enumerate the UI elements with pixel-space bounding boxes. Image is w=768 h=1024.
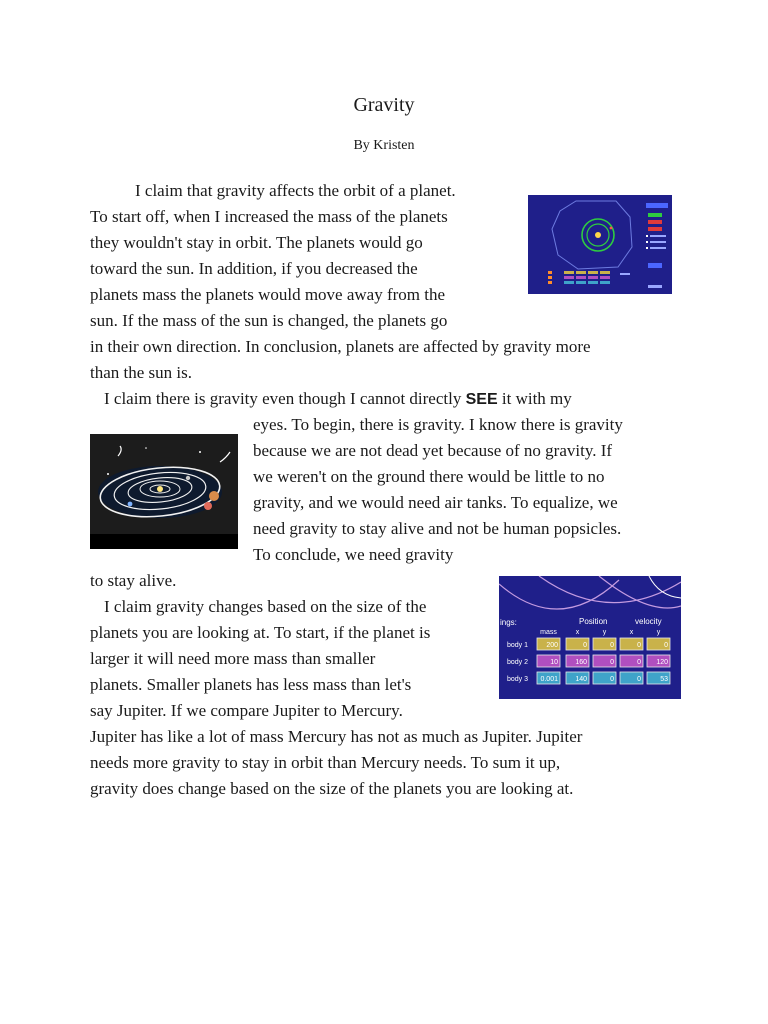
text-line: need gravity to stay alive and not be human popsicles. — [253, 519, 622, 538]
text-line: planets. Smaller planets has less mass than let's — [90, 675, 412, 694]
velocity-label: velocity — [635, 617, 662, 626]
table-cell-value: 0 — [637, 642, 641, 649]
text-line: we weren't on the ground there would be little to no — [253, 467, 605, 486]
table-column-header: y — [656, 629, 661, 636]
table-cell-value: 53 — [660, 676, 668, 683]
text-line — [104, 386, 572, 413]
text-line: in their own direction. In conclusion, planets are affected by gravity more — [90, 337, 591, 356]
table-cell-value: 0 — [664, 642, 668, 649]
position-label: Position — [579, 617, 608, 626]
text-line: planets mass the planets would move away from the — [90, 285, 446, 304]
text-line: because we are not dead yet because of no gravity. If — [253, 441, 613, 460]
text-line: To conclude, we need gravity — [253, 545, 454, 564]
document-byline: By Kristen — [353, 138, 415, 153]
table-column-header: x — [575, 629, 580, 636]
table-cell-value: 0 — [610, 676, 614, 683]
text-line: To start off, when I increased the mass of the planets — [90, 207, 448, 226]
table-cell-value: 0 — [610, 659, 614, 666]
table-cell-value: 120 — [656, 659, 668, 666]
text-span: I claim there is gravity even though I cannot directly — [104, 389, 462, 408]
table-cell-value: 0 — [610, 642, 614, 649]
text-line: to stay alive. — [90, 571, 177, 590]
table-cell-value: 0.001 — [540, 676, 558, 683]
emphasis-text: SEE — [465, 391, 498, 408]
table-row-label: body 2 — [507, 659, 529, 666]
text-span: it with my — [501, 389, 572, 408]
text-line: sun. If the mass of the sun is changed, the planets go — [90, 311, 448, 330]
table-cell-value: 10 — [550, 659, 558, 666]
table-row-label: body 1 — [507, 642, 529, 649]
text-line: I claim gravity changes based on the size of the — [104, 597, 427, 616]
solar-system-image — [90, 434, 238, 549]
settings-label: ings: — [500, 618, 517, 627]
table-cell-value: 0 — [637, 676, 641, 683]
text-line: gravity does change based on the size of the planets you are looking at. — [90, 779, 574, 798]
text-line: gravity, and we would need air tanks. To equalize, we — [253, 493, 618, 512]
text-line: planets you are looking at. To start, if the planet is — [90, 623, 431, 642]
text-line: say Jupiter. If we compare Jupiter to Mercury. — [90, 701, 403, 720]
text-line: Jupiter has like a lot of mass Mercury has not as much as Jupiter. Jupiter — [90, 727, 583, 746]
table-cell-value: 200 — [546, 642, 558, 649]
table-cell-value: 0 — [637, 659, 641, 666]
document-title: Gravity — [353, 94, 415, 116]
text-line: needs more gravity to stay in orbit than Mercury needs. To sum it up, — [90, 753, 561, 772]
text-line: toward the sun. In addition, if you decreased the — [90, 259, 418, 278]
text-line: they wouldn't stay in orbit. The planets would go — [90, 233, 423, 252]
text-line: than the sun is. — [90, 363, 192, 382]
table-column-header: x — [629, 629, 634, 636]
text-line: larger it will need more mass than smaller — [90, 649, 376, 668]
text-line: I claim that gravity affects the orbit of a planet. — [135, 181, 456, 200]
table-cell-value: 160 — [575, 659, 587, 666]
table-column-header: y — [602, 629, 607, 636]
orbit-simulation-image — [528, 195, 672, 294]
table-cell-value: 0 — [583, 642, 587, 649]
text-line: eyes. To begin, there is gravity. I know there is gravity — [253, 415, 623, 434]
simulation-table-image — [499, 576, 681, 699]
table-cell-value: 140 — [575, 676, 587, 683]
table-row-label: body 3 — [507, 676, 529, 683]
table-column-header: mass — [540, 629, 557, 636]
